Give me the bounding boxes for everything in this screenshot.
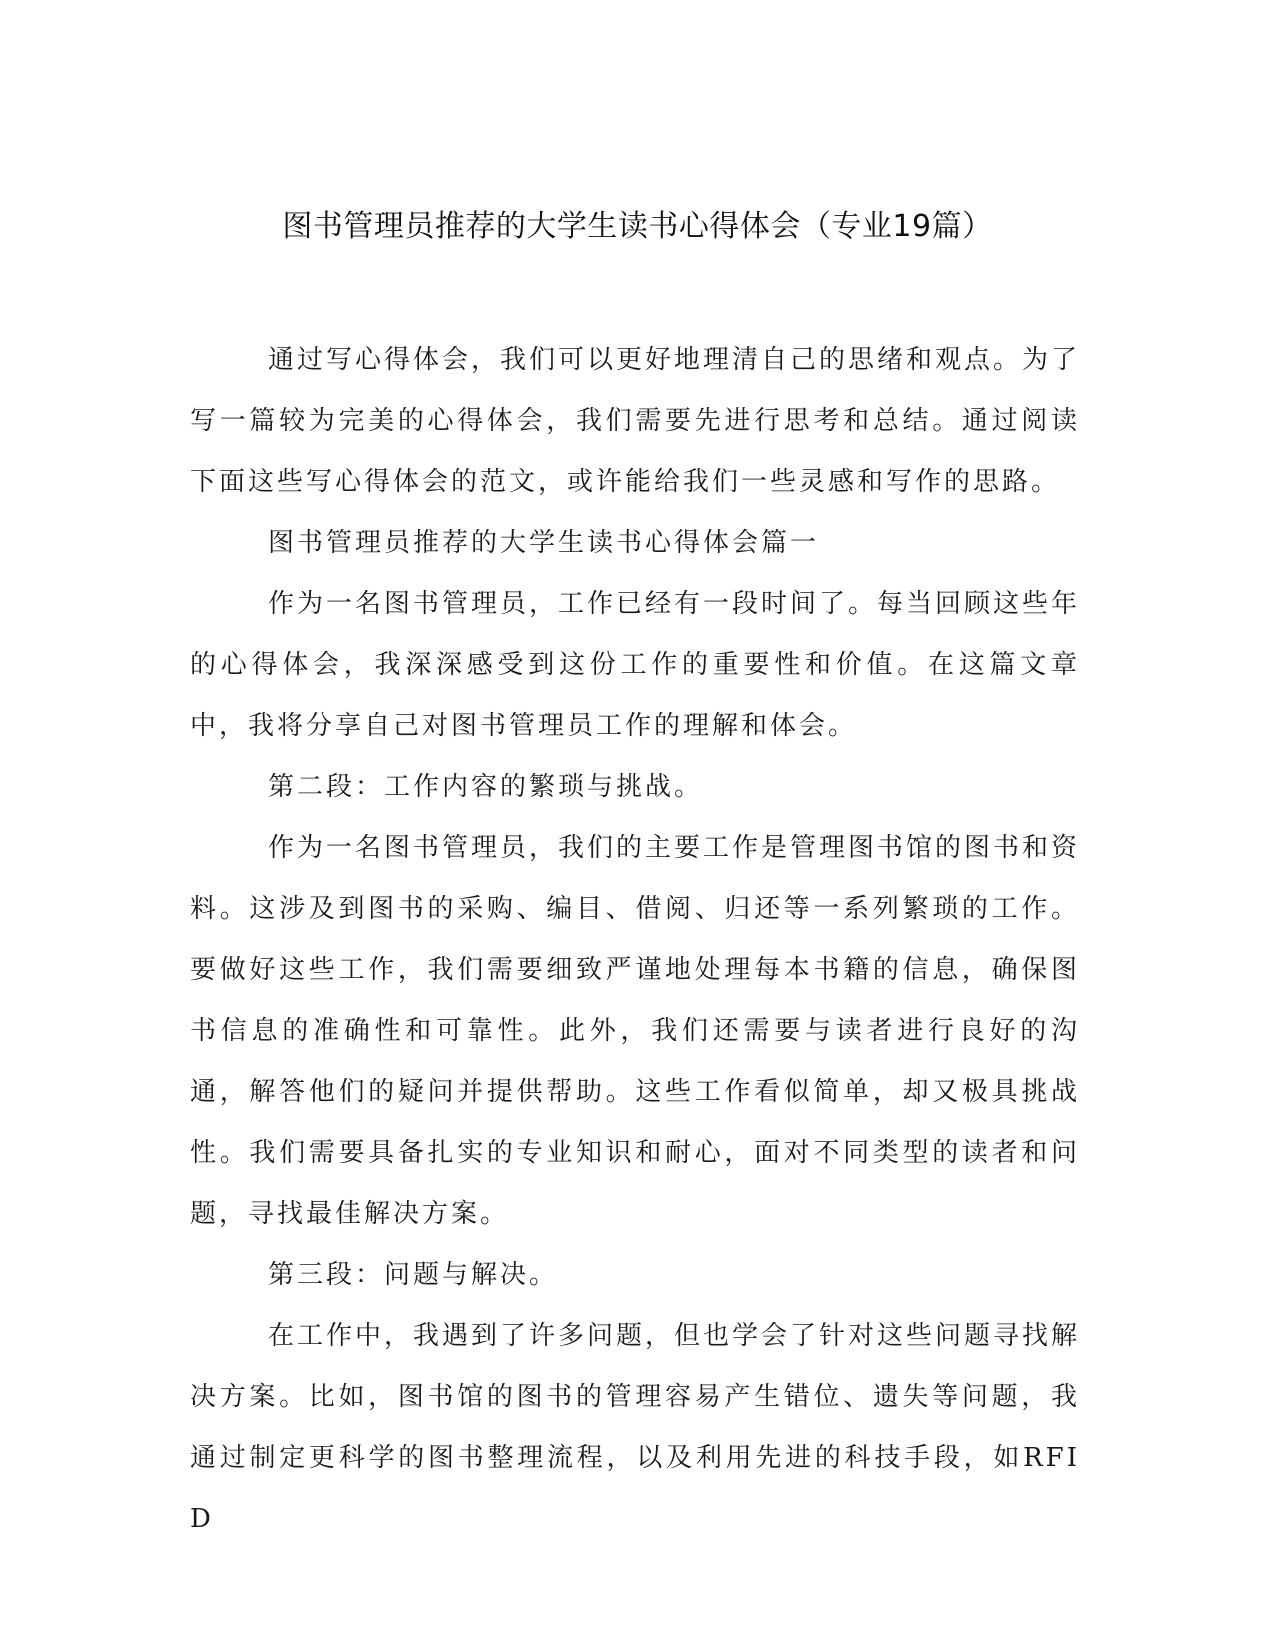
paragraph-work-content: 作为一名图书管理员，我们的主要工作是管理图书馆的图书和资料。这涉及到图书的采购、编目、借阅、归还等一系列繁琐的工作。要做好这些工作，我们需要细致严谨地处理每本书籍的信息，确保图书信息的准确性和可靠性。此外，我们还需要与读者进行良好的沟通，解答他们的疑问并提供帮助。这些工作看似简单，却又极具挑战性。我们需要具备扎实的专业知识和耐心，面对不同类型的读者和问题，寻找最佳解决方案。 bbox=[190, 833, 1081, 1229]
section-heading-part-one: 图书管理员推荐的大学生读书心得体会篇一 bbox=[268, 528, 820, 558]
paragraph-problems: 在工作中，我遇到了许多问题，但也学会了针对这些问题寻找解决方案。比如，图书馆的图书的管理容易产生错位、遗失等问题，我通过制定更科学的图书整理流程，以及利用先进的科技手段，如RFID bbox=[190, 1321, 1081, 1534]
paragraph-opening: 作为一名图书管理员，工作已经有一段时间了。每当回顾这些年的心得体会，我深深感受到这份工作的重要性和价值。在这篇文章中，我将分享自己对图书管理员工作的理解和体会。 bbox=[190, 589, 1081, 741]
paragraph-intro: 通过写心得体会，我们可以更好地理清自己的思绪和观点。为了写一篇较为完美的心得体会，我们需要先进行思考和总结。通过阅读下面这些写心得体会的范文，或许能给我们一些灵感和写作的思路。 bbox=[190, 345, 1081, 497]
document-title: 图书管理员推荐的大学生读书心得体会（专业19篇） bbox=[282, 209, 993, 244]
document-body bbox=[190, 330, 1080, 1550]
section-heading-third: 第三段：问题与解决。 bbox=[268, 1260, 559, 1290]
section-heading-second: 第二段：工作内容的繁琐与挑战。 bbox=[268, 772, 704, 802]
